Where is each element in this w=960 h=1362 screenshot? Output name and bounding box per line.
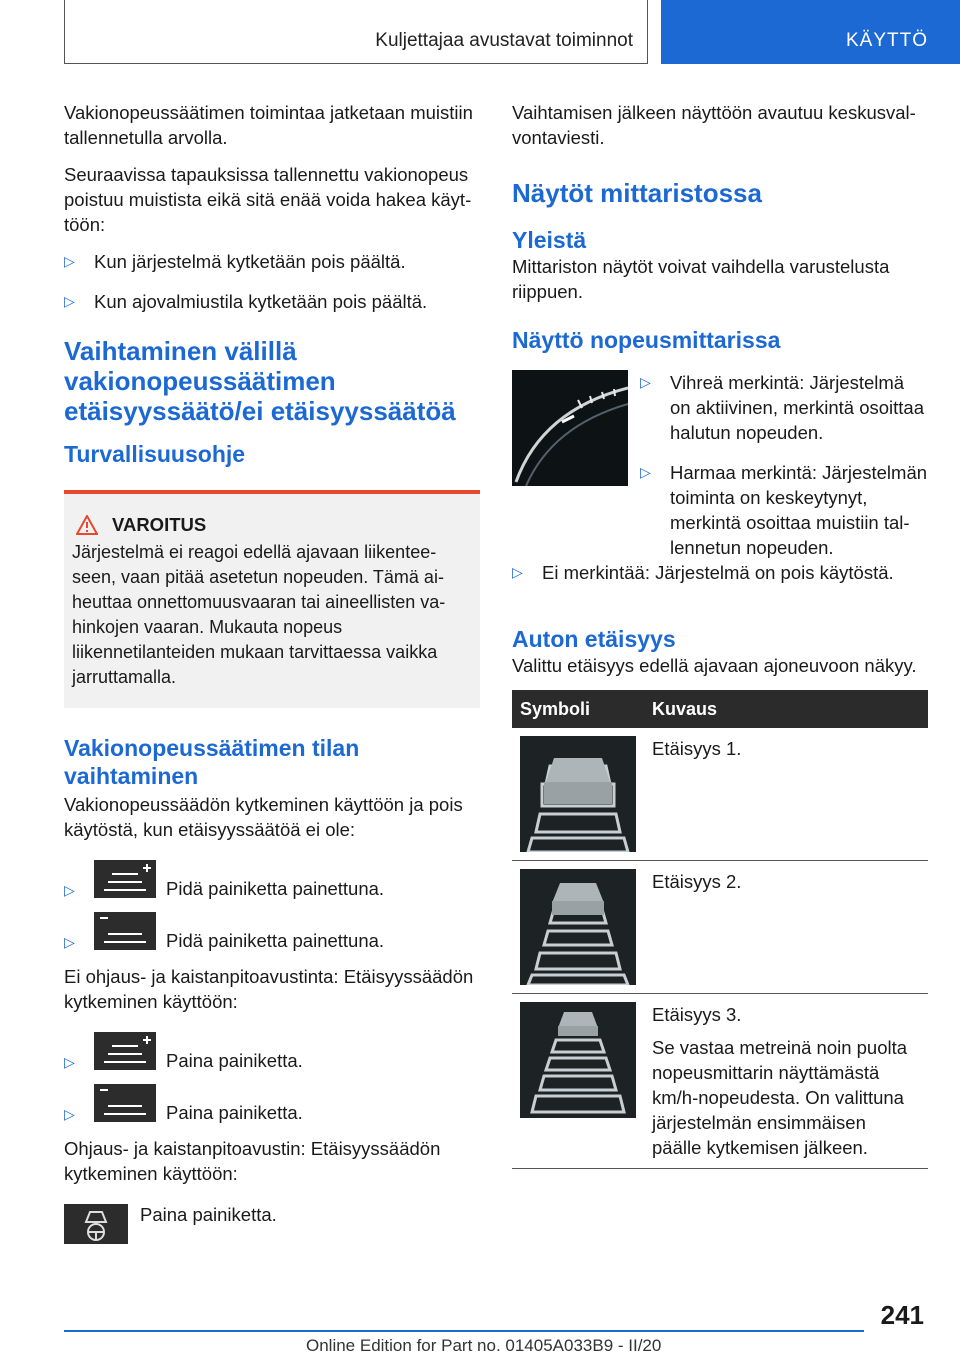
bullet-triangle-icon: ▷	[64, 293, 75, 309]
subheading-safety: Turvallisuusohje	[64, 441, 246, 467]
header-section-box	[64, 0, 648, 64]
distance-minus-button-icon	[94, 1084, 156, 1122]
bullet-triangle-icon: ▷	[512, 564, 523, 580]
paragraph: Valittu etäisyys edellä ajavaan ajoneuvoon näkyy.	[512, 655, 917, 676]
table-cell-note: Se vastaa metreinä noin puolta nopeusmittarin näyttämästä km/h-nopeudesta. On valittuna järjestelmän ensimmäisen päälle kytkemisen jälkeen.	[652, 1037, 908, 1158]
steering-assist-button-icon	[64, 1204, 128, 1244]
paragraph: Vakionopeussäätimen toimintaa jatketaan muistiin tallennetulla arvolla.	[64, 102, 473, 148]
table-row	[512, 728, 928, 861]
bullet-triangle-icon: ▷	[640, 464, 651, 480]
table-cell: Etäisyys 1.	[652, 738, 742, 759]
warning-icon	[76, 515, 98, 535]
instruction-row	[64, 1204, 480, 1246]
bullet-triangle-icon: ▷	[64, 253, 75, 269]
right-column	[512, 100, 928, 1169]
bullet-triangle-icon: ▷	[640, 374, 651, 390]
chapter-tab[interactable]	[661, 0, 960, 64]
instruction-label: Pidä painiketta painettuna.	[166, 930, 385, 951]
chapter-tab-label: KÄYTTÖ	[845, 30, 928, 51]
table-row	[512, 994, 928, 1169]
table-header: Symboli	[512, 690, 644, 728]
instruction-row	[64, 860, 480, 912]
distance-minus-button-icon	[94, 912, 156, 950]
distance-1-image	[520, 736, 636, 852]
table-header: Kuvaus	[644, 690, 928, 728]
instruction-label: Paina painiketta.	[166, 1050, 303, 1071]
list-item: ▷ Harmaa merkintä: Järjestelmän toiminta on keskeytynyt, merkintä osoittaa muistiin tallennetun nopeuden.	[640, 462, 928, 558]
distance-plus-button-icon	[94, 1032, 156, 1070]
left-column	[64, 100, 480, 1246]
warning-text: Järjestelmä ei reagoi edellä ajavaan liikenteeseen, vaan pitää asetetun nopeuden. Tämä aiheuttaa onnettomuusvaaran tai aineellisten vahinkojen vaaran. Mukauta nopeus liikennetilanteiden mukaan tarvittaessa vaikka jarruttamalla.	[72, 542, 446, 687]
warning-box	[64, 490, 480, 708]
table-cell: Etäisyys 3.	[652, 1004, 742, 1025]
instruction-label: Pidä painiketta painettuna.	[166, 878, 385, 899]
paragraph: Ohjaus- ja kaistanpitoavustin: Etäisyyssäädön kytkeminen käyttöön:	[64, 1138, 441, 1184]
table-row	[512, 861, 928, 994]
speedometer-image	[512, 370, 628, 486]
instruction-row	[64, 912, 480, 964]
section-heading: Vaihtaminen välillä vakionopeussäätimen etäisyyssäätö/ei etäisyyssäätöä	[64, 336, 456, 426]
page-number: 241	[880, 1300, 924, 1330]
list-item: ▷ Kun järjestelmä kytketään pois päältä.	[64, 251, 406, 272]
subheading-switch: Vakionopeussäätimen tilan vaihtaminen	[64, 735, 360, 789]
paragraph: Vaihtamisen jälkeen näyttöön avautuu keskusvalvontaviesti.	[512, 102, 916, 148]
list-item: ▷ Vihreä merkintä: Järjestelmä on aktiivinen, merkintä osoittaa halutun nopeuden.	[640, 372, 924, 443]
instruction-row	[64, 1084, 480, 1136]
paragraph: Vakionopeussäädön kytkeminen käyttöön ja pois käytöstä, kun etäisyyssäätöä ei ole:	[64, 794, 463, 840]
distance-2-image	[520, 869, 636, 985]
bullet-triangle-icon: ▷	[64, 934, 75, 950]
paragraph: Mittariston näytöt voivat vaihdella varustelusta riippuen.	[512, 256, 890, 302]
edition-note: Online Edition for Part no. 01405A033B9 - II/20	[306, 1336, 662, 1355]
bullet-triangle-icon: ▷	[64, 882, 75, 898]
paragraph: Ei ohjaus- ja kaistanpitoavustinta: Etäisyyssäädön kytkeminen käyttöön:	[64, 966, 474, 1012]
subheading-general: Yleistä	[512, 227, 587, 253]
instruction-label: Paina painiketta.	[166, 1102, 303, 1123]
subheading-speedometer: Näyttö nopeusmittarissa	[512, 327, 781, 353]
table-cell: Etäisyys 2.	[652, 871, 742, 892]
section-heading: Näytöt mittaristossa	[512, 178, 762, 208]
bullet-triangle-icon: ▷	[64, 1054, 75, 1070]
footer-divider	[64, 1330, 864, 1332]
instruction-label: Paina painiketta.	[140, 1204, 277, 1225]
warning-title: VAROITUS	[112, 514, 207, 535]
distance-table	[512, 690, 928, 1169]
speedometer-block	[512, 370, 928, 560]
distance-3-image	[520, 1002, 636, 1118]
instruction-row	[64, 1032, 480, 1084]
list-item: ▷ Ei merkintää: Järjestelmä on pois käytöstä.	[512, 562, 894, 583]
paragraph: Seuraavissa tapauksissa tallennettu vakionopeus poistuu muistista eikä sitä enää voida hakea käyttöön:	[64, 164, 472, 235]
subheading-distance: Auton etäisyys	[512, 626, 676, 652]
section-title: Kuljettajaa avustavat toiminnot	[375, 30, 633, 51]
list-item: ▷ Kun ajovalmiustila kytketään pois päältä.	[64, 291, 428, 312]
bullet-triangle-icon: ▷	[64, 1106, 75, 1122]
distance-plus-button-icon	[94, 860, 156, 898]
